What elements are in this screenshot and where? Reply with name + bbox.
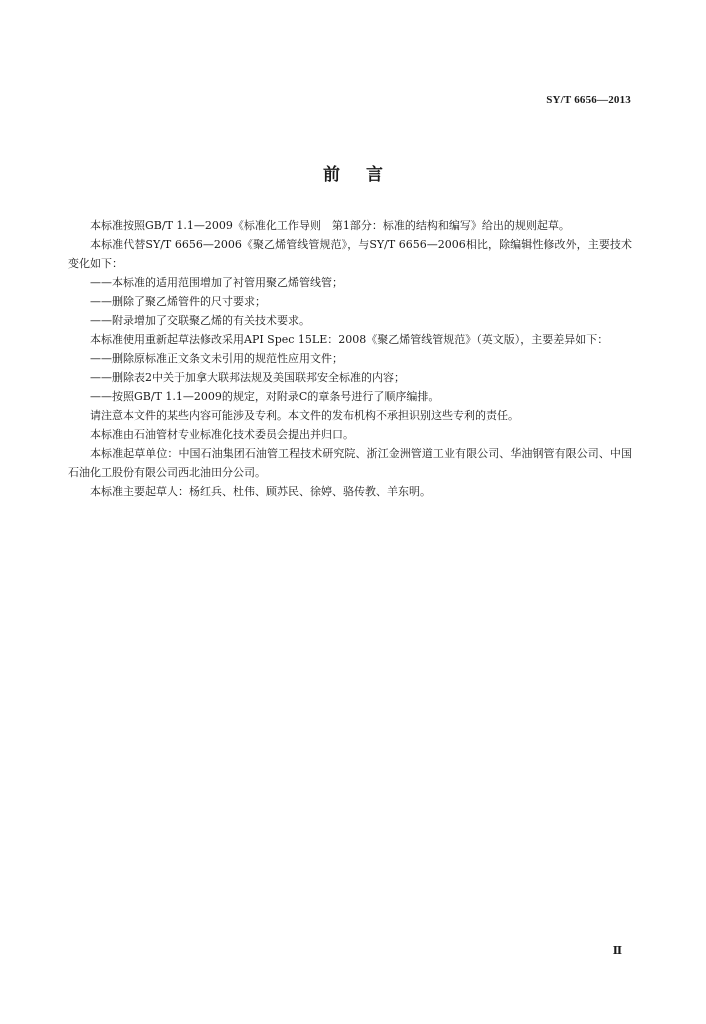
page-title: 前言 bbox=[323, 165, 409, 185]
page-number: Ⅱ bbox=[612, 945, 622, 957]
paragraph-proposer: 本标准由石油管材专业标准化技术委员会提出并归口。 bbox=[90, 428, 354, 441]
paragraph-replaces: 本标准代替SY/T 6656—2006《聚乙烯管线管规范》，与SY/T 6656—2006相比，除编辑性修改外，主要技术变化如下： bbox=[68, 238, 632, 270]
list-item-change-1: ——本标准的适用范围增加了衬管用聚乙烯管线管； bbox=[90, 276, 343, 289]
paragraph-patent-notice: 请注意本文件的某些内容可能涉及专利。本文件的发布机构不承担识别这些专利的责任。 bbox=[90, 409, 519, 422]
paragraph-adoption: 本标准使用重新起草法修改采用API Spec 15LE：2008《聚乙烯管线管规范》（英文版），主要差异如下： bbox=[90, 333, 609, 346]
paragraph-drafting-rules: 本标准按照GB/T 1.1—2009《标准化工作导则 第1部分：标准的结构和编写》给出的规则起草。 bbox=[90, 219, 570, 232]
document-body bbox=[68, 216, 632, 501]
list-item-change-3: ——附录增加了交联聚乙烯的有关技术要求。 bbox=[90, 314, 310, 327]
list-item-difference-2: ——删除表2中关于加拿大联邦法规及美国联邦安全标准的内容； bbox=[90, 371, 405, 384]
list-item-change-2: ——删除了聚乙烯管件的尺寸要求； bbox=[90, 295, 266, 308]
standard-code: SY/T 6656—2013 bbox=[546, 94, 631, 106]
paragraph-drafting-units: 本标准起草单位：中国石油集团石油管工程技术研究院、浙江金洲管道工业有限公司、华油钢管有限公司、中国石油化工股份有限公司西北油田分公司。 bbox=[68, 447, 632, 479]
paragraph-drafters: 本标准主要起草人：杨红兵、杜伟、顾苏民、徐婷、骆传教、羊东明。 bbox=[90, 485, 431, 498]
list-item-difference-3: ——按照GB/T 1.1—2009的规定，对附录C的章条号进行了顺序编排。 bbox=[90, 390, 440, 403]
list-item-difference-1: ——删除原标准正文条文未引用的规范性应用文件； bbox=[90, 352, 343, 365]
